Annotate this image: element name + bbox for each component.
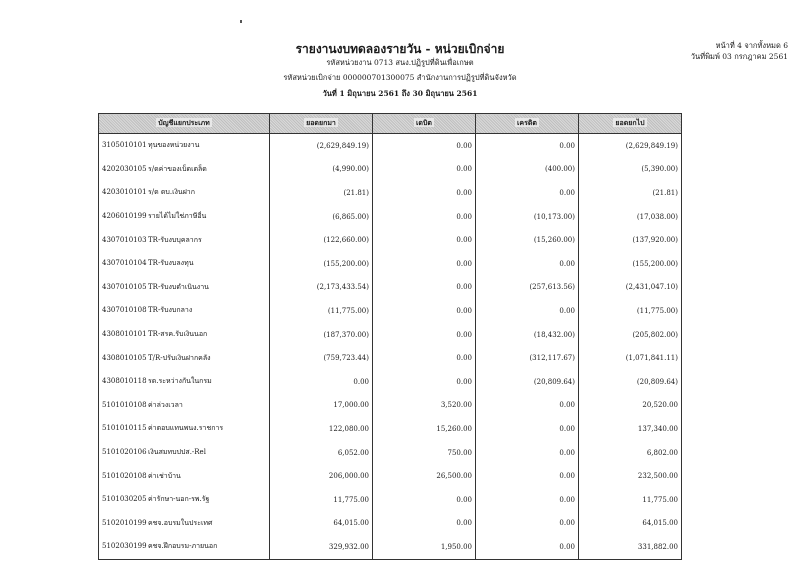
carried-forward-value: 6,802.00 (579, 441, 682, 465)
table-row (99, 441, 682, 465)
carried-forward-value: 232,500.00 (579, 464, 682, 488)
account-name: ทุนของหน่วยงาน (148, 141, 200, 150)
account-name: ค่าตอบแทนพนง.ราชการ (148, 424, 224, 433)
header-brought-forward: ยอดยกมา (270, 114, 373, 134)
account-name: ค่าเช่าบ้าน (148, 471, 181, 480)
debit-value: 1,950.00 (373, 535, 476, 559)
debit-value: 0.00 (373, 299, 476, 323)
agency-code-line: รหัสหน่วยงาน 0713 สนง.ปฏิรูปที่ดินเพื่อเกษต (326, 58, 474, 67)
header-carried-forward: ยอดยกไป (579, 114, 682, 134)
brought-forward-value: 206,000.00 (270, 464, 373, 488)
account-code: 4307010108 (102, 306, 147, 315)
debit-value: 0.00 (373, 158, 476, 182)
trial-balance-table (98, 113, 682, 560)
table-row (99, 134, 682, 158)
debit-value: 0.00 (373, 512, 476, 536)
carried-forward-value: (155,200.00) (579, 252, 682, 276)
carried-forward-value: 64,015.00 (579, 512, 682, 536)
account-cell (99, 464, 270, 488)
account-cell (99, 535, 270, 559)
account-name: ร/ดค่าของเบ็ดเตล็ด (148, 164, 207, 173)
carried-forward-value: (2,629,849.19) (579, 134, 682, 158)
account-name: TR-สรค.รับเงินนอก (148, 330, 208, 339)
credit-value: (312,117.67) (476, 346, 579, 370)
carried-forward-value: 11,775.00 (579, 488, 682, 512)
account-cell (99, 299, 270, 323)
credit-value: (15,260.00) (476, 228, 579, 252)
credit-value: (10,173.00) (476, 205, 579, 229)
table-row (99, 346, 682, 370)
account-cell (99, 488, 270, 512)
carried-forward-value: 20,520.00 (579, 394, 682, 418)
account-code: 4308010101 (102, 330, 147, 339)
table-row (99, 181, 682, 205)
brought-forward-value: (2,173,433.54) (270, 276, 373, 300)
table-row (99, 205, 682, 229)
debit-value: 0.00 (373, 370, 476, 394)
credit-value: 0.00 (476, 417, 579, 441)
account-cell (99, 512, 270, 536)
debit-value: 3,520.00 (373, 394, 476, 418)
scan-mark (240, 20, 242, 23)
page-info (691, 40, 788, 62)
table-row (99, 464, 682, 488)
carried-forward-value: (1,071,841.11) (579, 346, 682, 370)
carried-forward-value: (205,802.00) (579, 323, 682, 347)
account-name: T/R-ปรับเงินฝากคลัง (148, 353, 211, 362)
account-cell (99, 158, 270, 182)
carried-forward-value: (11,775.00) (579, 299, 682, 323)
debit-value: 0.00 (373, 276, 476, 300)
account-name: TR-รับงบดำเนินงาน (148, 282, 209, 291)
credit-value: 0.00 (476, 252, 579, 276)
brought-forward-value: 329,932.00 (270, 535, 373, 559)
brought-forward-value: 11,775.00 (270, 488, 373, 512)
brought-forward-value: (6,865.00) (270, 205, 373, 229)
brought-forward-value: (11,775.00) (270, 299, 373, 323)
brought-forward-value: (187,370.00) (270, 323, 373, 347)
account-name: ค่าล่วงเวลา (148, 400, 183, 409)
brought-forward-value: (759,723.44) (270, 346, 373, 370)
debit-value: 15,260.00 (373, 417, 476, 441)
credit-value: 0.00 (476, 394, 579, 418)
table-row (99, 158, 682, 182)
account-cell (99, 394, 270, 418)
brought-forward-value: 6,052.00 (270, 441, 373, 465)
header-debit: เดบิต (373, 114, 476, 134)
debit-value: 750.00 (373, 441, 476, 465)
debit-value: 0.00 (373, 228, 476, 252)
table-row (99, 488, 682, 512)
brought-forward-value: (122,660.00) (270, 228, 373, 252)
brought-forward-value: (4,990.00) (270, 158, 373, 182)
account-code: 4203010101 (102, 188, 147, 197)
carried-forward-value: (137,920.00) (579, 228, 682, 252)
debit-value: 0.00 (373, 323, 476, 347)
carried-forward-value: (17,038.00) (579, 205, 682, 229)
account-cell (99, 417, 270, 441)
header-credit: เครดิต (476, 114, 579, 134)
carried-forward-value: 137,340.00 (579, 417, 682, 441)
table-row (99, 323, 682, 347)
account-code: 5102030199 (102, 542, 147, 551)
credit-value: 0.00 (476, 181, 579, 205)
account-name: TR-รับงบบุคลากร (148, 235, 202, 244)
account-cell (99, 346, 270, 370)
table-header-row (99, 114, 682, 134)
account-cell (99, 252, 270, 276)
credit-value: 0.00 (476, 464, 579, 488)
table-row (99, 299, 682, 323)
table-row (99, 228, 682, 252)
account-cell (99, 441, 270, 465)
carried-forward-value: (21.81) (579, 181, 682, 205)
account-code: 5101010115 (102, 424, 147, 433)
account-name: ร/ด ดบ.เงินฝาก (148, 188, 195, 197)
report-period: วันที่ 1 มิถุนายน 2561 ถึง 30 มิถุนายน 2561 (322, 89, 478, 98)
account-code: 4308010118 (102, 377, 147, 386)
account-name: คชจ.อบรมในประเทศ (148, 518, 213, 527)
debit-value: 0.00 (373, 346, 476, 370)
credit-value: 0.00 (476, 441, 579, 465)
account-cell (99, 323, 270, 347)
account-cell (99, 370, 270, 394)
page-number: หน้าที่ 4 จากทั้งหมด 6 (715, 41, 788, 50)
account-name: เงินสมทบปปส.-Rel (148, 448, 206, 457)
credit-value: (400.00) (476, 158, 579, 182)
debit-value: 0.00 (373, 488, 476, 512)
account-code: 4206010199 (102, 212, 147, 221)
table-row (99, 535, 682, 559)
print-date: วันที่พิมพ์ 03 กรกฎาคม 2561 (690, 52, 788, 61)
debit-value: 0.00 (373, 181, 476, 205)
account-code: 4307010105 (102, 282, 147, 291)
account-code: 5102010199 (102, 518, 147, 527)
account-name: TR-รับงบลงทุน (148, 259, 194, 268)
table-body (99, 134, 682, 560)
carried-forward-value: (2,431,047.10) (579, 276, 682, 300)
account-code: 3105010101 (102, 141, 147, 150)
carried-forward-value: (5,390.00) (579, 158, 682, 182)
credit-value: 0.00 (476, 299, 579, 323)
brought-forward-value: 17,000.00 (270, 394, 373, 418)
debit-value: 0.00 (373, 134, 476, 158)
account-code: 5101030205 (102, 495, 147, 504)
table-row (99, 394, 682, 418)
account-cell (99, 181, 270, 205)
carried-forward-value: 331,882.00 (579, 535, 682, 559)
credit-value: 0.00 (476, 535, 579, 559)
account-code: 5101010108 (102, 400, 147, 409)
account-code: 4202030105 (102, 164, 147, 173)
credit-value: (257,613.56) (476, 276, 579, 300)
account-name: ค่ารักษา-นอก-รพ.รัฐ (148, 495, 210, 504)
account-cell (99, 276, 270, 300)
disbursement-unit-line: รหัสหน่วยเบิกจ่าย 000000701300075 สำนักงานการปฏิรูปที่ดินจังหวัด (283, 73, 517, 82)
account-code: 5101020108 (102, 471, 147, 480)
carried-forward-value: (20,809.64) (579, 370, 682, 394)
table-row (99, 370, 682, 394)
credit-value: (18,432.00) (476, 323, 579, 347)
table-row (99, 417, 682, 441)
credit-value: 0.00 (476, 488, 579, 512)
credit-value: 0.00 (476, 512, 579, 536)
debit-value: 0.00 (373, 205, 476, 229)
table-row (99, 512, 682, 536)
debit-value: 0.00 (373, 252, 476, 276)
brought-forward-value: (2,629,849.19) (270, 134, 373, 158)
table-row (99, 252, 682, 276)
account-cell (99, 134, 270, 158)
brought-forward-value: 0.00 (270, 370, 373, 394)
report-title: รายงานงบทดลองรายวัน - หน่วยเบิกจ่าย (295, 42, 505, 56)
brought-forward-value: 122,080.00 (270, 417, 373, 441)
account-cell (99, 228, 270, 252)
credit-value: (20,809.64) (476, 370, 579, 394)
debit-value: 26,500.00 (373, 464, 476, 488)
brought-forward-value: 64,015.00 (270, 512, 373, 536)
header-account: บัญชีแยกประเภท (99, 114, 270, 134)
account-code: 4307010103 (102, 235, 147, 244)
account-code: 4307010104 (102, 259, 147, 268)
account-name: รายได้ไม่ใช่ภาษีอื่น (148, 212, 207, 221)
account-name: รด.ระหว่างกันในกรม (148, 377, 212, 386)
credit-value: 0.00 (476, 134, 579, 158)
account-code: 4308010105 (102, 353, 147, 362)
brought-forward-value: (155,200.00) (270, 252, 373, 276)
account-code: 5101020106 (102, 448, 147, 457)
account-name: TR-รับงบกลาง (148, 306, 193, 315)
account-name: คชจ.ฝึกอบรม-ภายนอก (148, 542, 218, 551)
table-row (99, 276, 682, 300)
account-cell (99, 205, 270, 229)
brought-forward-value: (21.81) (270, 181, 373, 205)
